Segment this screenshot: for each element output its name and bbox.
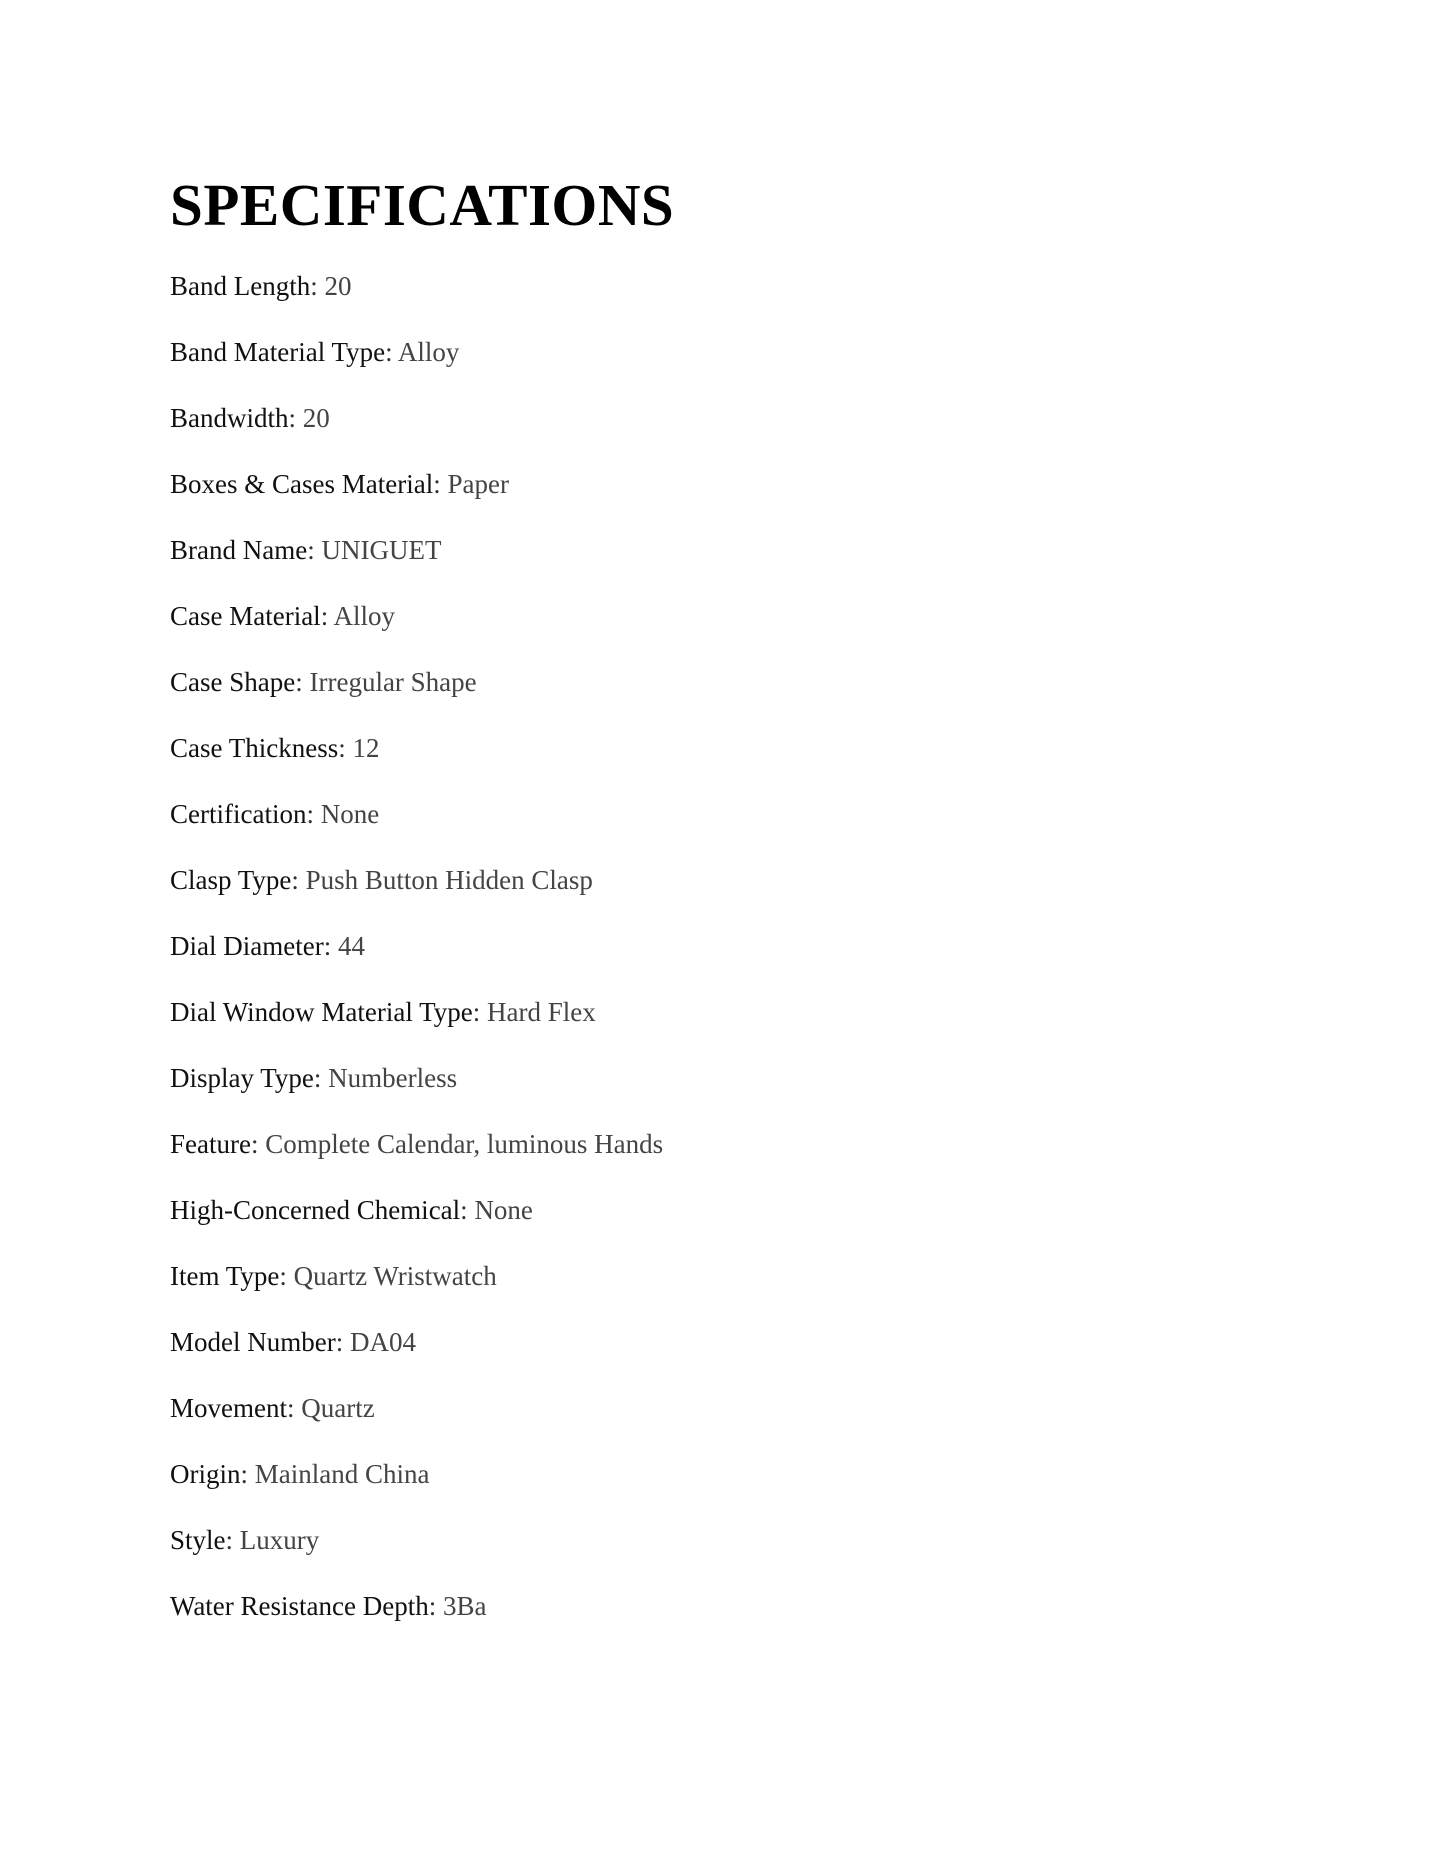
spec-row-origin — [170, 1450, 663, 1516]
spec-row-style — [170, 1516, 663, 1582]
spec-value: 12 — [352, 733, 380, 763]
spec-label: Display Type — [170, 1063, 314, 1093]
spec-separator: : — [460, 1195, 475, 1225]
spec-separator: : — [428, 1591, 443, 1621]
spec-label: Dial Diameter — [170, 931, 324, 961]
spec-row-case-material — [170, 592, 663, 658]
spec-value: Mainland China — [254, 1459, 430, 1489]
spec-row-brand-name — [170, 526, 663, 592]
spec-row-water-resistance-depth — [170, 1582, 663, 1648]
spec-value: DA04 — [349, 1327, 416, 1357]
spec-value: Quartz — [301, 1393, 375, 1423]
spec-row-display-type — [170, 1054, 663, 1120]
spec-row-band-length — [170, 262, 663, 328]
spec-label: Case Material — [170, 601, 321, 631]
spec-value: Numberless — [328, 1063, 458, 1093]
spec-separator: : — [385, 337, 398, 367]
spec-label: Dial Window Material Type — [170, 997, 473, 1027]
spec-row-clasp-type — [170, 856, 663, 922]
spec-value: Push Button Hidden Clasp — [305, 865, 593, 895]
spec-row-dial-window-material-type — [170, 988, 663, 1054]
spec-label: Case Shape — [170, 667, 296, 697]
spec-label: Origin — [170, 1459, 241, 1489]
spec-label: Band Length — [170, 271, 311, 301]
spec-value: Alloy — [333, 601, 395, 631]
spec-value: 20 — [302, 403, 330, 433]
spec-value: Hard Flex — [486, 997, 596, 1027]
spec-value: Complete Calendar, luminous Hands — [265, 1129, 664, 1159]
spec-value: Alloy — [397, 337, 460, 367]
spec-separator: : — [250, 1129, 266, 1159]
spec-row-boxes-cases-material — [170, 460, 663, 526]
spec-label: Model Number — [170, 1327, 336, 1357]
page-title: SPECIFICATIONS — [170, 172, 675, 238]
spec-row-model-number — [170, 1318, 663, 1384]
spec-separator: : — [306, 799, 321, 829]
spec-row-band-material-type — [170, 328, 663, 394]
spec-value: None — [474, 1195, 533, 1225]
spec-separator: : — [295, 667, 310, 697]
spec-separator: : — [225, 1525, 240, 1555]
spec-separator: : — [307, 535, 322, 565]
spec-list — [170, 262, 663, 1648]
spec-label: Bandwidth — [170, 403, 289, 433]
spec-label: Certification — [170, 799, 307, 829]
spec-separator: : — [288, 403, 303, 433]
spec-separator: : — [279, 1261, 294, 1291]
spec-row-case-shape — [170, 658, 663, 724]
spec-value: Irregular Shape — [309, 667, 477, 697]
spec-label: Movement — [170, 1393, 287, 1423]
spec-value: Luxury — [239, 1525, 320, 1555]
spec-value: 20 — [324, 271, 352, 301]
spec-label: Item Type — [170, 1261, 280, 1291]
spec-label: Brand Name — [170, 535, 308, 565]
spec-value: Paper — [447, 469, 509, 499]
spec-value: UNIGUET — [321, 535, 442, 565]
spec-label: Band Material Type — [170, 337, 386, 367]
spec-row-high-concerned-chemical — [170, 1186, 663, 1252]
spec-label: High-Concerned Chemical — [170, 1195, 461, 1225]
spec-separator: : — [335, 1327, 350, 1357]
spec-row-certification — [170, 790, 663, 856]
spec-label: Feature — [170, 1129, 251, 1159]
spec-row-movement — [170, 1384, 663, 1450]
spec-separator: : — [310, 271, 325, 301]
spec-label: Style — [170, 1525, 226, 1555]
spec-separator: : — [291, 865, 306, 895]
spec-separator: : — [323, 931, 338, 961]
spec-row-feature — [170, 1120, 663, 1186]
spec-separator: : — [313, 1063, 329, 1093]
spec-row-case-thickness — [170, 724, 663, 790]
spec-value: Quartz Wristwatch — [293, 1261, 497, 1291]
spec-label: Boxes & Cases Material — [170, 469, 434, 499]
spec-row-bandwidth — [170, 394, 663, 460]
spec-value: None — [320, 799, 380, 829]
spec-separator: : — [433, 469, 448, 499]
spec-separator: : — [338, 733, 353, 763]
spec-row-item-type — [170, 1252, 663, 1318]
spec-separator: : — [286, 1393, 302, 1423]
spec-separator: : — [472, 997, 487, 1027]
spec-value: 44 — [337, 931, 365, 961]
spec-separator: : — [320, 601, 334, 631]
spec-label: Case Thickness — [170, 733, 339, 763]
spec-value: 3Ba — [443, 1591, 487, 1621]
spec-separator: : — [240, 1459, 255, 1489]
spec-row-dial-diameter — [170, 922, 663, 988]
spec-label: Clasp Type — [170, 865, 292, 895]
spec-label: Water Resistance Depth — [170, 1591, 429, 1621]
